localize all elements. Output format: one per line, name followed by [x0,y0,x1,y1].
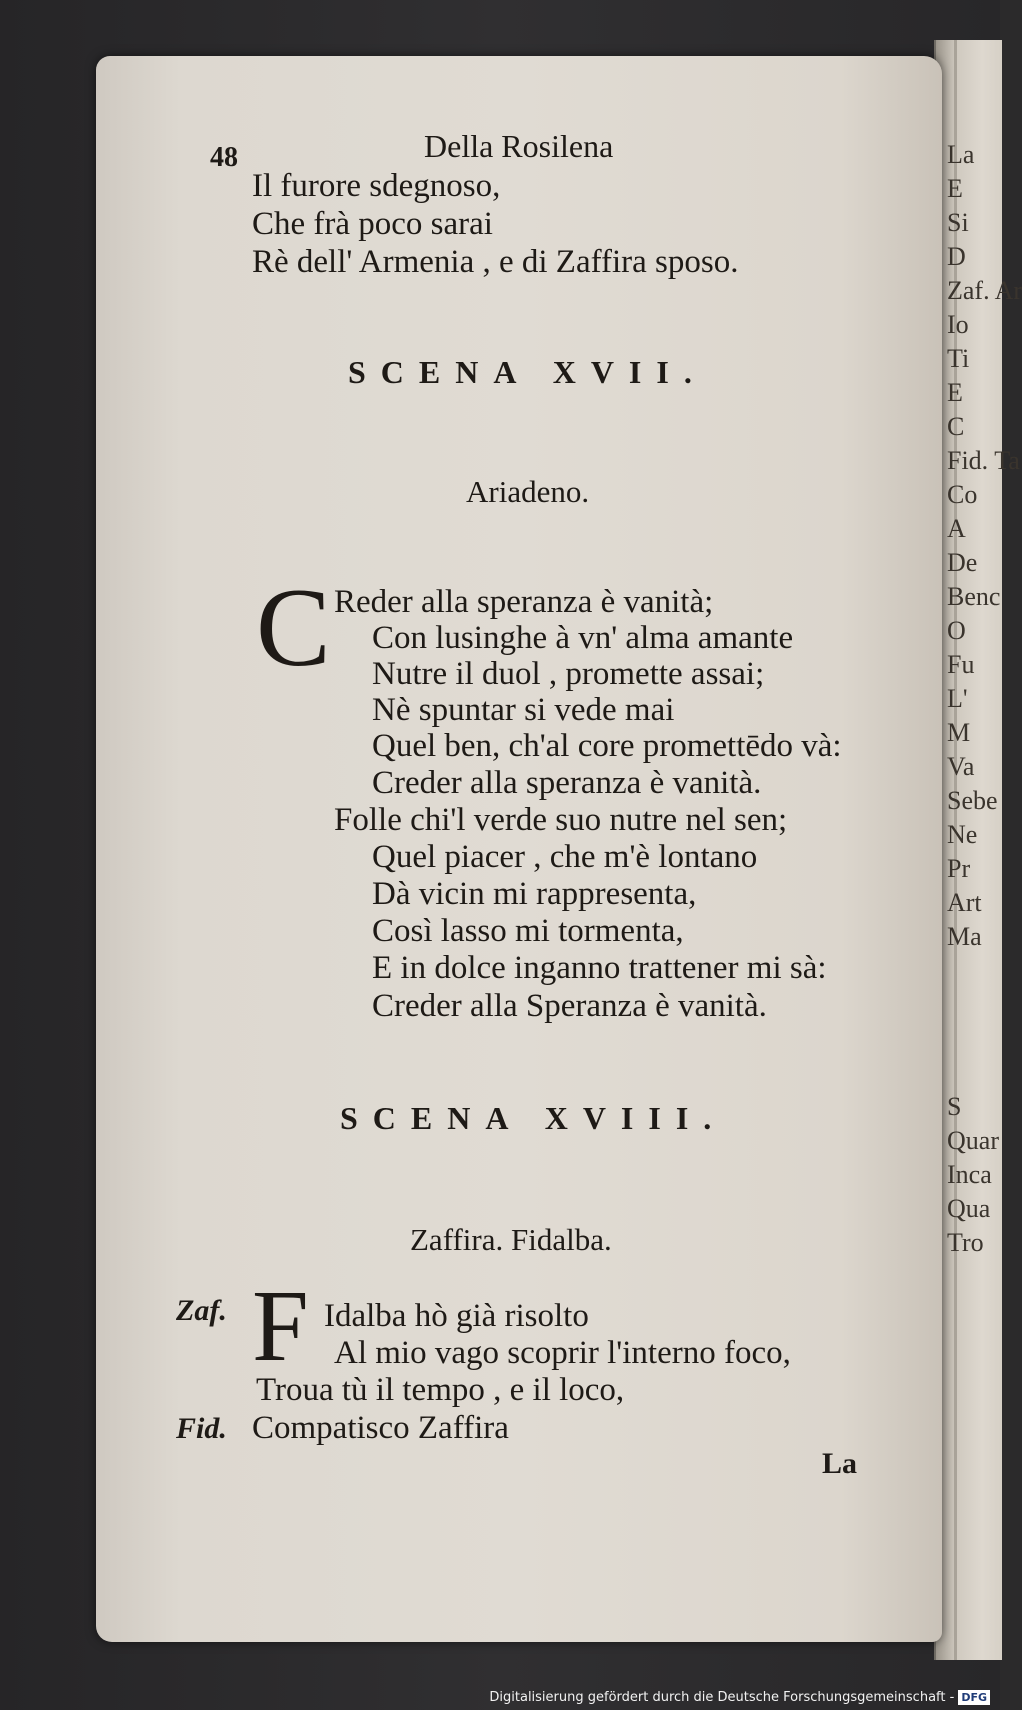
verse-line: Così lasso mi tormenta, [372,913,684,949]
scene-heading: SCENA XVII. [348,354,707,390]
verse-line: Creder alla Speranza è vanità. [372,988,767,1024]
verse-line: Quel ben, ch'al core promettēdo và: [372,728,842,764]
drop-cap: C [256,566,331,690]
verse-line: Nè spuntar si vede mai [372,692,675,728]
adjacent-page-fragment: De [947,548,978,577]
adjacent-page-text [947,140,1022,1262]
adjacent-page-fragment: Ma [947,922,982,951]
verse-line: Folle chi'l verde suo nutre nel sen; [334,802,788,838]
character-name: Ariadeno. [466,474,590,509]
adjacent-page-fragment: M [947,718,971,747]
adjacent-page-fragment: Benc [947,582,1001,611]
verse-line: Compatisco Zaffira [252,1410,509,1446]
adjacent-page-fragment: Va [947,752,975,781]
speaker-label: Zaf. [176,1294,227,1327]
catchword: La [822,1447,858,1480]
verse-line: Reder alla speranza è vanità; [334,584,714,620]
adjacent-page-fragment: S [947,1092,962,1121]
adjacent-page-fragment: Art [947,888,982,917]
adjacent-page-fragment: Si [947,208,969,237]
verse-line: Quel piacer , che m'è lontano [372,839,758,875]
drop-cap: F [252,1270,309,1383]
verse-line: Al mio vago scoprir l'interno foco, [334,1335,791,1371]
adjacent-page-fragment: Pr [947,854,971,883]
adjacent-page-fragment: Zaf. Ar [947,276,1022,305]
verse-line: Troua tù il tempo , e il loco, [256,1372,625,1408]
speaker-label: Fid. [176,1412,227,1445]
adjacent-page-fragment: Inca [947,1160,992,1189]
adjacent-page-fragment: Ne [947,820,978,849]
verse-line: Dà vicin mi rappresenta, [372,876,697,912]
adjacent-page-fragment: Io [947,310,969,339]
adjacent-page-fragment: Ti [947,344,970,373]
verse-line: Con lusinghe à vn' alma amante [372,620,794,656]
adjacent-page-fragment: Quar [947,1126,999,1155]
verse-line: E in dolce inganno trattener mi sà: [372,950,827,986]
adjacent-page-fragment [947,956,1000,990]
running-head: Della Rosilena [424,128,614,164]
page-number: 48 [210,142,238,173]
adjacent-page-fragment: L' [947,684,968,713]
verse-line: Che frà poco sarai [252,206,493,242]
footer-text: Digitalisierung gefördert durch die Deutsche Forschungsgemeinschaft - [489,1690,955,1705]
verse-line: Rè dell' Armenia , e di Zaffira sposo. [252,244,739,280]
adjacent-page-fragment: Sebe [947,786,998,815]
dfg-logo: DFG [958,1690,990,1705]
adjacent-page-fragment: O [947,616,966,645]
character-names: Zaffira. Fidalba. [410,1222,612,1257]
adjacent-page-fragment: D [947,242,966,271]
adjacent-page-fragment: La [947,140,975,169]
adjacent-page-fragment: Co [947,480,978,509]
adjacent-page-fragment: Tro [947,1228,984,1257]
verse-line: Il furore sdegnoso, [252,168,501,204]
adjacent-page-fragment: C [947,412,965,441]
adjacent-page-fragment: E [947,174,963,203]
adjacent-page-fragment [947,1058,1000,1092]
adjacent-page-fragment [947,990,1000,1024]
adjacent-page-fragment [947,1024,1000,1058]
adjacent-page-fragment: E [947,378,963,407]
verse-line: Idalba hò già risolto [324,1298,589,1334]
footer-credit [0,1686,990,1710]
adjacent-page-fragment: Fid. Ta [947,446,1020,475]
verse-line: Creder alla speranza è vanità. [372,765,762,801]
scene-heading: SCENA XVIII. [340,1100,727,1136]
adjacent-page-fragment: A [947,514,966,543]
adjacent-page-fragment: Qua [947,1194,991,1223]
verse-line: Nutre il duol , promette assai; [372,656,765,692]
adjacent-page-fragment: Fu [947,650,975,679]
